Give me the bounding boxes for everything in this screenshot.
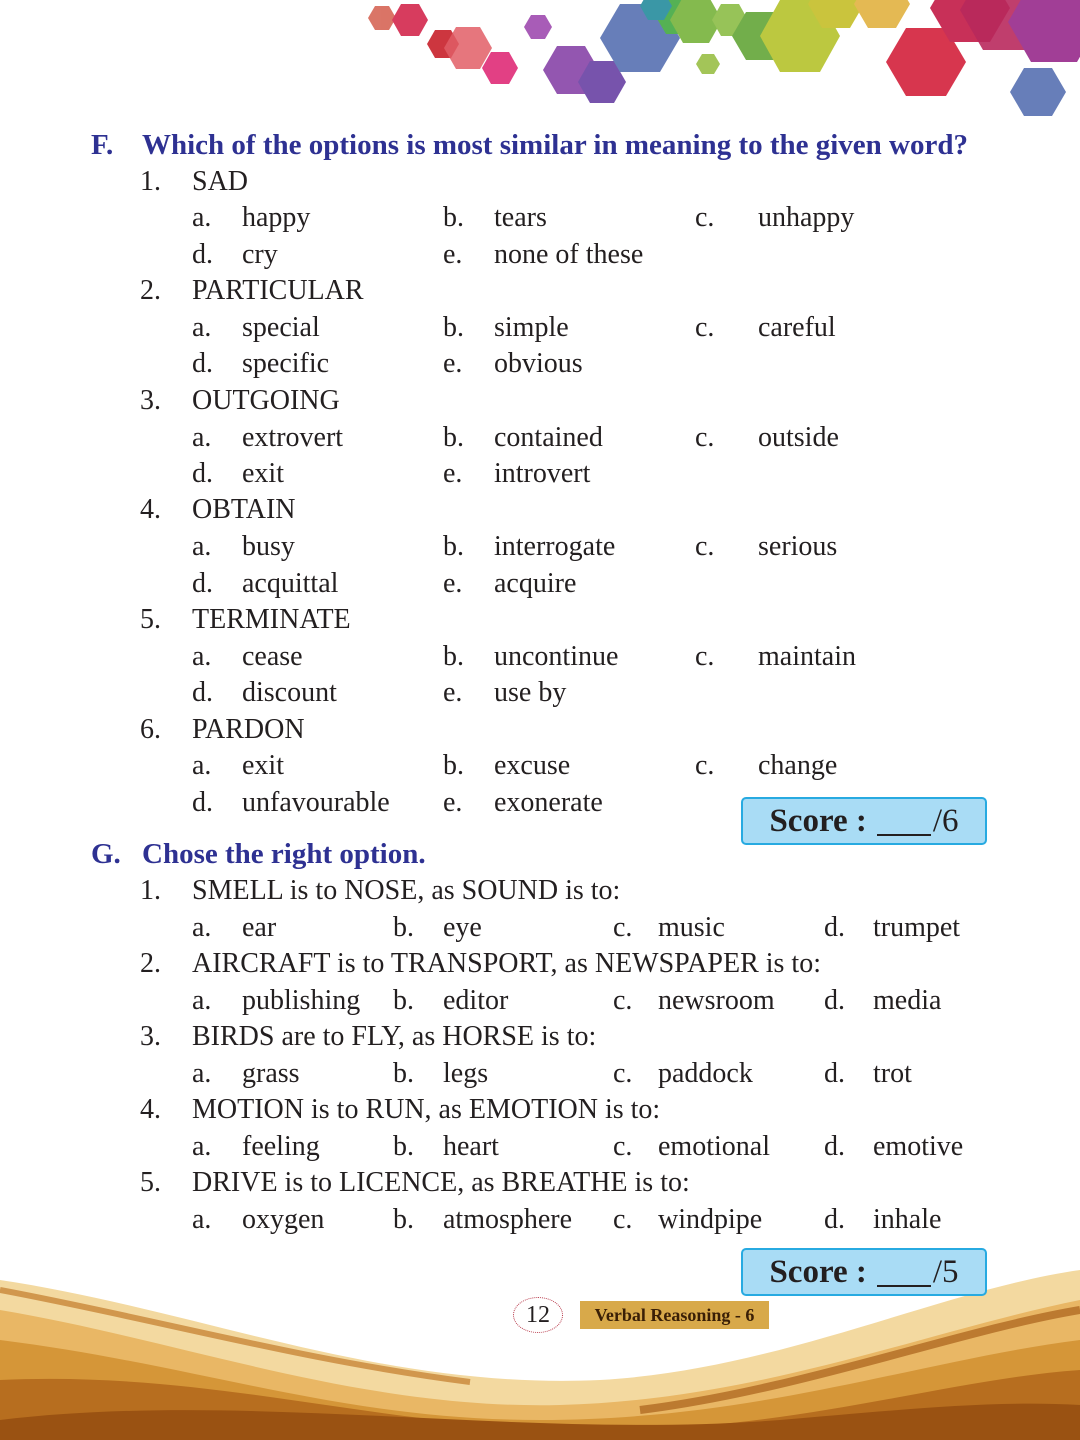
hexagon-shape xyxy=(854,0,910,28)
score-total: /6 xyxy=(932,802,959,839)
score-box-g xyxy=(741,1248,987,1296)
option-letter: a. xyxy=(192,1058,212,1089)
option-letter: d. xyxy=(824,985,845,1016)
score-blank[interactable] xyxy=(877,1257,931,1287)
option-letter: d. xyxy=(192,458,213,489)
option-text: heart xyxy=(443,1131,499,1162)
option-text: publishing xyxy=(242,985,361,1016)
option-text: oxygen xyxy=(242,1204,325,1235)
option-text: extrovert xyxy=(242,422,344,453)
option-text: editor xyxy=(443,985,509,1016)
option-text: obvious xyxy=(494,348,583,379)
option-text: media xyxy=(873,985,942,1016)
question-word: SAD xyxy=(192,166,249,197)
option-text: ear xyxy=(242,912,277,943)
option-letter: b. xyxy=(393,1131,414,1162)
question-text: SMELL is to NOSE, as SOUND is to: xyxy=(192,875,621,906)
option-text: newsroom xyxy=(658,985,775,1016)
question-word: OUTGOING xyxy=(192,385,340,416)
option-letter: d. xyxy=(192,677,213,708)
option-letter: a. xyxy=(192,422,212,453)
hexagon-shape xyxy=(524,15,552,39)
option-letter: c. xyxy=(613,1131,633,1162)
option-text: acquittal xyxy=(242,568,339,599)
score-label: Score : xyxy=(769,1253,867,1290)
hexagon-shape xyxy=(392,4,428,36)
option-letter: b. xyxy=(443,422,464,453)
section-g-letter: G. xyxy=(91,838,121,870)
option-text: contained xyxy=(494,422,603,453)
option-text: cease xyxy=(242,641,303,672)
option-letter: c. xyxy=(695,422,715,453)
option-text: excuse xyxy=(494,750,571,781)
option-letter: e. xyxy=(443,458,463,489)
option-letter: d. xyxy=(824,912,845,943)
option-letter: a. xyxy=(192,912,212,943)
option-letter: c. xyxy=(695,312,715,343)
question-word: PARDON xyxy=(192,714,305,745)
option-text: trumpet xyxy=(873,912,961,943)
question-number: 4. xyxy=(140,1094,161,1125)
option-text: busy xyxy=(242,531,295,562)
question-text: DRIVE is to LICENCE, as BREATHE is to: xyxy=(192,1167,690,1198)
question-number: 3. xyxy=(140,385,161,416)
question-number: 5. xyxy=(140,1167,161,1198)
option-text: introvert xyxy=(494,458,591,489)
question-number: 6. xyxy=(140,714,161,745)
option-text: feeling xyxy=(242,1131,320,1162)
option-letter: e. xyxy=(443,239,463,270)
option-letter: a. xyxy=(192,985,212,1016)
hexagon-shape xyxy=(1008,0,1080,62)
option-text: acquire xyxy=(494,568,577,599)
option-text: interrogate xyxy=(494,531,616,562)
question-word: TERMINATE xyxy=(192,604,351,635)
option-letter: a. xyxy=(192,312,212,343)
question-number: 4. xyxy=(140,494,161,525)
option-letter: b. xyxy=(393,1058,414,1089)
option-letter: c. xyxy=(695,202,715,233)
score-label: Score : xyxy=(769,802,867,839)
hexagon-shape xyxy=(696,54,720,74)
option-text: change xyxy=(758,750,838,781)
question-text: AIRCRAFT is to TRANSPORT, as NEWSPAPER is to: xyxy=(192,948,821,979)
option-letter: c. xyxy=(695,531,715,562)
option-letter: d. xyxy=(824,1131,845,1162)
option-text: grass xyxy=(242,1058,300,1089)
option-letter: c. xyxy=(695,641,715,672)
score-total: /5 xyxy=(932,1253,959,1290)
option-text: music xyxy=(658,912,725,943)
option-letter: d. xyxy=(192,348,213,379)
question-word: PARTICULAR xyxy=(192,275,364,306)
option-letter: d. xyxy=(824,1204,845,1235)
option-text: none of these xyxy=(494,239,644,270)
option-letter: e. xyxy=(443,568,463,599)
option-letter: b. xyxy=(443,202,464,233)
option-letter: d. xyxy=(192,568,213,599)
option-letter: a. xyxy=(192,202,212,233)
option-text: cry xyxy=(242,239,278,270)
question-text: BIRDS are to FLY, as HORSE is to: xyxy=(192,1021,597,1052)
score-blank[interactable] xyxy=(877,806,931,836)
option-text: emotional xyxy=(658,1131,770,1162)
question-number: 3. xyxy=(140,1021,161,1052)
option-text: legs xyxy=(443,1058,489,1089)
section-f-letter: F. xyxy=(91,129,114,161)
option-letter: b. xyxy=(443,531,464,562)
page-number: 12 xyxy=(513,1297,563,1333)
option-text: unhappy xyxy=(758,202,855,233)
option-letter: c. xyxy=(613,985,633,1016)
option-text: simple xyxy=(494,312,569,343)
option-letter: b. xyxy=(393,1204,414,1235)
option-text: maintain xyxy=(758,641,856,672)
option-text: trot xyxy=(873,1058,912,1089)
book-title-label: Verbal Reasoning - 6 xyxy=(580,1301,769,1329)
question-number: 5. xyxy=(140,604,161,635)
option-text: paddock xyxy=(658,1058,753,1089)
option-letter: b. xyxy=(443,750,464,781)
option-letter: a. xyxy=(192,641,212,672)
question-word: OBTAIN xyxy=(192,494,296,525)
option-text: exit xyxy=(242,750,284,781)
option-text: unfavourable xyxy=(242,787,390,818)
option-text: happy xyxy=(242,202,311,233)
option-text: eye xyxy=(443,912,482,943)
hexagon-shape xyxy=(1010,68,1066,116)
question-number: 2. xyxy=(140,275,161,306)
option-text: careful xyxy=(758,312,836,343)
option-letter: a. xyxy=(192,1131,212,1162)
option-text: serious xyxy=(758,531,838,562)
option-letter: b. xyxy=(393,985,414,1016)
option-text: use by xyxy=(494,677,567,708)
option-text: exonerate xyxy=(494,787,603,818)
option-letter: a. xyxy=(192,531,212,562)
option-text: uncontinue xyxy=(494,641,619,672)
option-text: exit xyxy=(242,458,284,489)
hexagon-shape xyxy=(482,52,518,84)
option-letter: b. xyxy=(443,312,464,343)
option-letter: c. xyxy=(695,750,715,781)
section-g-title: Chose the right option. xyxy=(142,838,426,870)
option-letter: b. xyxy=(443,641,464,672)
option-text: inhale xyxy=(873,1204,942,1235)
question-number: 1. xyxy=(140,166,161,197)
option-letter: c. xyxy=(613,1204,633,1235)
score-box-f xyxy=(741,797,987,845)
option-letter: e. xyxy=(443,787,463,818)
option-text: discount xyxy=(242,677,337,708)
header-hexagon-decoration xyxy=(0,0,1080,125)
question-text: MOTION is to RUN, as EMOTION is to: xyxy=(192,1094,661,1125)
option-text: outside xyxy=(758,422,839,453)
option-text: atmosphere xyxy=(443,1204,573,1235)
option-letter: b. xyxy=(393,912,414,943)
option-letter: e. xyxy=(443,677,463,708)
section-f-title: Which of the options is most similar in meaning to the given word? xyxy=(142,129,969,161)
question-number: 2. xyxy=(140,948,161,979)
option-letter: c. xyxy=(613,912,633,943)
hexagon-shape xyxy=(368,6,396,30)
option-text: specific xyxy=(242,348,330,379)
option-letter: a. xyxy=(192,1204,212,1235)
option-text: windpipe xyxy=(658,1204,763,1235)
option-text: special xyxy=(242,312,320,343)
option-letter: d. xyxy=(192,239,213,270)
option-letter: d. xyxy=(192,787,213,818)
option-letter: c. xyxy=(613,1058,633,1089)
option-letter: d. xyxy=(824,1058,845,1089)
option-letter: e. xyxy=(443,348,463,379)
option-text: emotive xyxy=(873,1131,964,1162)
option-text: tears xyxy=(494,202,547,233)
question-number: 1. xyxy=(140,875,161,906)
option-letter: a. xyxy=(192,750,212,781)
